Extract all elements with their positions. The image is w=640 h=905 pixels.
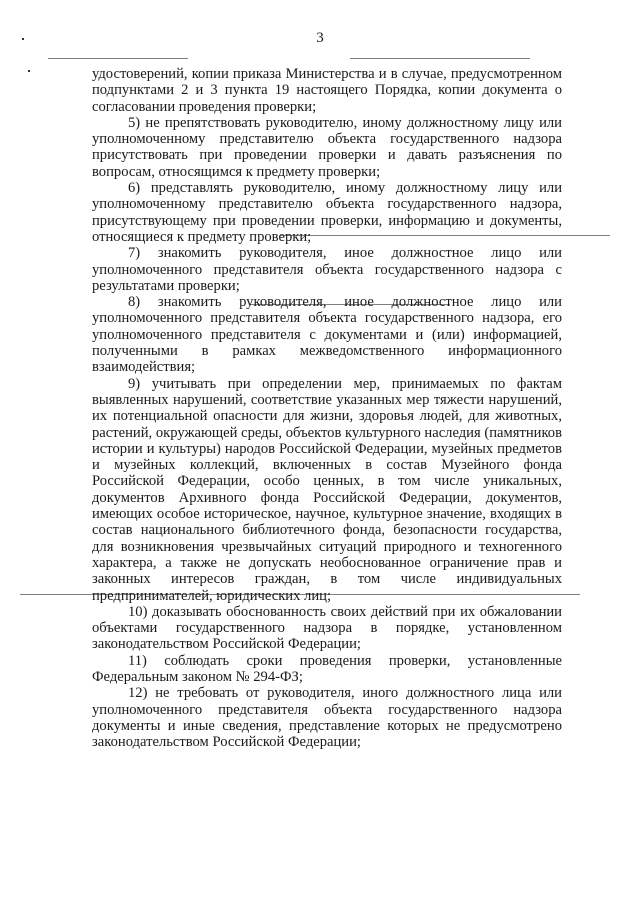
scan-dot	[22, 38, 24, 40]
paragraph-item-6: 6) представлять руководителю, иному должностному лицу или уполномоченному представителю объекта государственного надзора, присутствующему при проведении проверки, информацию и документы, относящиеся к предмету проверки;	[92, 180, 562, 245]
scan-dot	[28, 70, 30, 72]
scan-line-top	[48, 58, 188, 59]
paragraph-item-12: 12) не требовать от руководителя, иного должностного лица или уполномоченного представителя объекта государственного надзора документы и иные сведения, представление которых не предусмотрено законодательством Российской Федерации;	[92, 685, 562, 751]
paragraph-continuation: удостоверений, копии приказа Министерства и в случае, предусмотренном подпунктами 2 и 3 пункта 19 настоящего Порядка, копии документа о согласовании проведения проверки;	[92, 66, 562, 115]
paragraph-item-10: 10) доказывать обоснованность своих действий при их обжаловании объектами государственного надзора в порядке, установленном законодательством Российской Федерации;	[92, 603, 562, 653]
page-number: 3	[316, 30, 324, 46]
paragraph-item-7: 7) знакомить руководителя, иное должностное лицо или уполномоченного представителя объекта государственного надзора с результатами проверки;	[92, 245, 562, 294]
scan-line-top-right	[350, 58, 530, 59]
paragraph-item-11: 11) соблюдать сроки проведения проверки, установленные Федеральным законом № 294-ФЗ;	[92, 652, 562, 685]
document-body	[92, 66, 562, 750]
paragraph-item-9: 9) учитывать при определении мер, принимаемых по фактам выявленных нарушений, соответствие указанных мер тяжести нарушений, их потенциальной опасности для жизни, здоровья людей, для животных, растений, окружающей среды, объектов культурного наследия (памятников истории и культуры) народов Российской Федерации, музейных предметов и музейных коллекций, включенных в состав Музейного фонда Российской Федерации, особо ценных, в том числе уникальных, документов Архивного фонда Российской Федерации, документов, имеющих особое историческое, научное, культурное значение, входящих в состав национального библиотечного фонда, безопасности государства, для возникновения чрезвычайных ситуаций природного и техногенного характера, а также не допускать необоснованное ограничение прав и законных интересов граждан, в том числе индивидуальных предпринимателей, юридических лиц;	[92, 375, 562, 604]
paragraph-item-5: 5) не препятствовать руководителю, иному должностному лицу или уполномоченному представителю объекта государственного надзора присутствовать при проведении проверки и давать разъяснения по вопросам, относящимся к предмету проверки;	[92, 114, 562, 180]
paragraph-item-8: 8) знакомить руководителя, иное должностное лицо или уполномоченного представителя объекта государственного надзора, его уполномоченного представителя с документами и (или) информацией, полученными в рамках межведомственного информационного взаимодействия;	[92, 294, 562, 376]
